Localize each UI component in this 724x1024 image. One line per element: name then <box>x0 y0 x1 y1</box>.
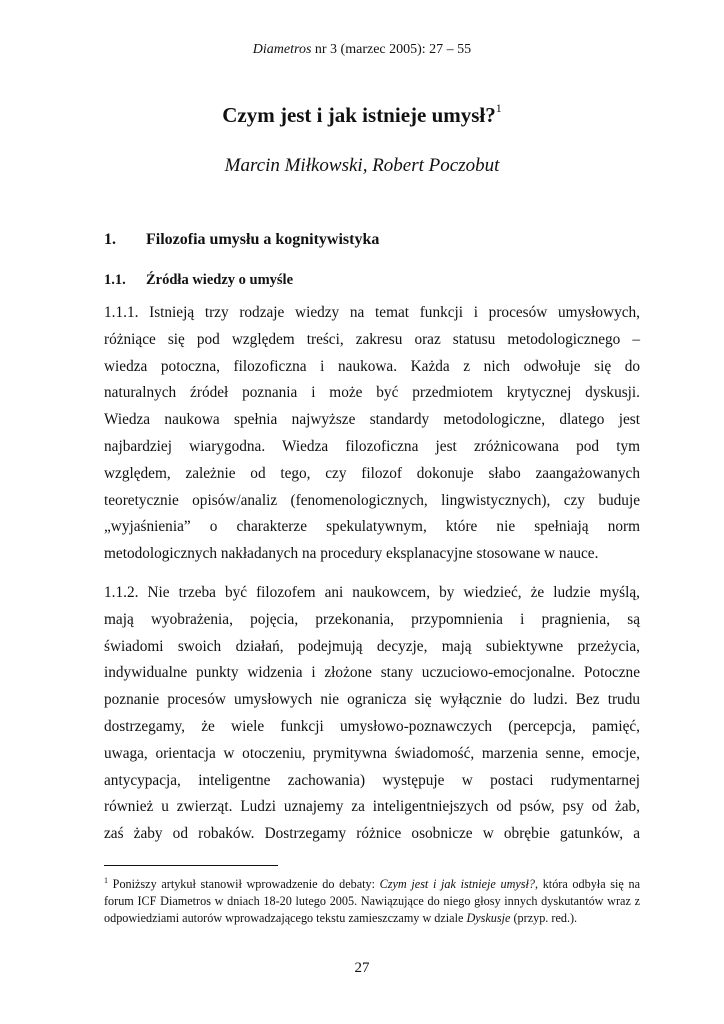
text-line: najbardziej wiarygodna. Wiedza filozoficzna jest zróżnicowana pod tym <box>104 437 640 455</box>
text-line: indywidualne punkty widzenia i złożone stany uczuciowo-emocjonalne. Potoczne <box>104 664 640 682</box>
page-number: 27 <box>354 960 370 976</box>
text-line: naturalnych źródeł poznania i może być przedmiotem krytycznej dyskusji. <box>104 384 640 402</box>
text-line: również u zwierząt. Ludzi uznajemy za inteligentniejszych od psów, psy od żab, <box>104 798 640 816</box>
subsection-number: 1.1. <box>104 272 126 288</box>
journal-citation: nr 3 (marzec 2005): 27 – 55 <box>314 42 472 57</box>
section-number: 1. <box>104 231 116 248</box>
article-title-text: Czym jest i jak istnieje umysł? <box>222 103 496 127</box>
footnote-1 <box>104 872 640 927</box>
text-line: „wyjaśnienia” o charakterze spekulatywnym, które nie spełniają norm <box>104 518 640 536</box>
text-line: teoretycznie opisów/analiz (fenomenologicznych, lingwistycznych), czy buduje <box>104 491 640 509</box>
text-line: poznanie procesów umysłowych nie ogranicza się wyłącznie do ludzi. Bez trudu <box>104 691 640 709</box>
footnote-divider <box>104 865 278 866</box>
journal-name: Diametros <box>252 42 312 57</box>
text-line: uwaga, orientacja w otoczeniu, prymitywna świadomość, marzenia senne, emocje, <box>104 744 640 762</box>
footnote-text: Poniższy artykuł stanowił wprowadzenie do debaty: <box>112 877 380 892</box>
text-line: względem, zależnie od tego, czy filozof dokonuje słabo zaangażowanych <box>104 464 640 482</box>
footnote-text: , która odbyła się na forum ICF Diametros w dniach 18-20 lutego 2005. Nawiązujące do niego głosy innych dyskutantów wraz z odpowiedziami autorów wprowadzającego tekstu zamieszczamy w dziale <box>104 877 640 926</box>
text-line: antycypacja, inteligentne zachowania) występuje w postaci rudymentarnej <box>104 771 640 789</box>
text-line: zaś żaby od robaków. Dostrzegamy różnice osobnicze w obrębie gatunków, a <box>104 825 640 843</box>
text-line: Wiedza naukowa spełnia najwyższe standardy metodologiczne, dlatego jest <box>104 411 640 429</box>
paragraph-1-1-2 <box>104 580 640 848</box>
article-authors: Marcin Miłkowski, Robert Poczobut <box>224 155 500 176</box>
text-line: świadomi swoich działań, podejmują decyzje, mają subiektywne przeżycia, <box>104 637 640 655</box>
section-title: Filozofia umysłu a kognitywistyka <box>146 231 380 248</box>
subsection-title: Źródła wiedzy o umyśle <box>146 272 294 288</box>
footnote-italic-title: Czym jest i jak istnieje umysł? <box>379 877 535 892</box>
running-header <box>0 42 724 58</box>
section-heading <box>104 231 379 249</box>
text-line: dostrzegamy, że wiele funkcji umysłowo-poznawczych (percepcja, pamięć, <box>104 717 640 735</box>
text-line: metodologicznych nakładanych na procedury eksplanacyjne stosowane w nauce. <box>104 545 599 563</box>
text-line: 1.1.1. Istnieją trzy rodzaje wiedzy na temat funkcji i procesów umysłowych, <box>104 304 640 321</box>
footnote-marker: 1 <box>104 876 108 885</box>
paragraph-1-1-1 <box>104 300 640 568</box>
text-line: 1.1.2. Nie trzeba być filozofem ani naukowcem, by wiedzieć, że ludzie myślą, <box>104 584 640 601</box>
footnote-italic-section: Dyskusje <box>466 911 511 926</box>
article-title <box>0 103 724 128</box>
text-line: wiedza potoczna, filozoficzna i naukowa. Każda z nich odwołuje się do <box>104 357 640 375</box>
text-line: różniące się pod względem treści, zakresu oraz statusu metodologicznego – <box>104 330 640 348</box>
footnote-text: (przyp. red.). <box>510 911 578 926</box>
title-footnote-ref[interactable]: 1 <box>495 101 502 115</box>
text-line: mają wyobrażenia, pojęcia, przekonania, przypomnienia i pragnienia, są <box>104 610 640 628</box>
subsection-heading <box>104 272 293 289</box>
